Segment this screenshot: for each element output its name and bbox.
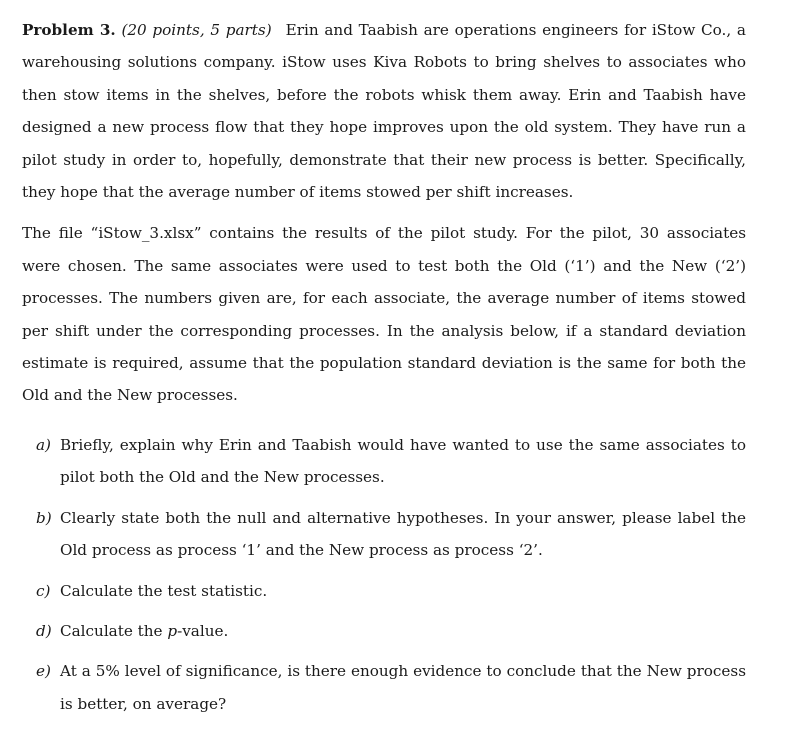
question-part-b <box>22 502 746 567</box>
problem-heading: Problem 3. <box>22 21 116 39</box>
part-text <box>60 622 228 640</box>
p-variable: p <box>167 621 178 640</box>
part-label: b) <box>36 508 52 527</box>
part-label: c) <box>36 581 51 600</box>
problem-points: (20 points, 5 parts) <box>121 21 272 39</box>
part-label: a) <box>36 435 51 454</box>
pilot-description-paragraph <box>22 217 746 411</box>
question-part-c <box>22 575 746 607</box>
question-part-e <box>22 655 746 720</box>
question-parts-list <box>22 429 746 720</box>
part-text: Clearly state both the null and alternative hypotheses. In your answer, please label the Old process as process ‘1’ and the New process as process ‘2’. <box>60 508 746 560</box>
part-label: d) <box>36 621 52 640</box>
problem-intro-text: Erin and Taabish are operations engineers for iStow Co., a warehousing solutions company. iStow uses Kiva Robots to bring shelves to associates who then stow items in the shelves, before the robots whisk them away. Erin and Taabish have designed a new process flow that they hope improves upon the old system. They have run a pilot study in order to, hopefully, demonstrate that their new process is better. Specifically, they hope that the average number of items stowed per shift increases. <box>22 21 746 202</box>
part-text: Calculate the test statistic. <box>60 581 268 600</box>
question-part-d <box>22 615 746 647</box>
question-part-a <box>22 429 746 494</box>
part-text: Briefly, explain why Erin and Taabish would have wanted to use the same associates to pilot both the Old and the New processes. <box>60 435 746 487</box>
part-text: At a 5% level of significance, is there enough evidence to conclude that the New process is better, on average? <box>60 662 746 713</box>
part-label: e) <box>36 662 51 681</box>
part-text-after: -value. <box>177 621 229 640</box>
pilot-description-text: The file “iStow_3.xlsx” contains the results of the pilot study. For the pilot, 30 associates were chosen. The same associates were used to test both the Old (‘1’) and the New (‘2’) processes. The numbers given are, for each associate, the average number of items stowed per shift under the corresponding processes. In the analysis below, if a standard deviation estimate is required, assume that the population standard deviation is the same for both the Old and the New processes. <box>22 224 746 405</box>
problem-intro-paragraph <box>22 14 746 208</box>
part-text-before: Calculate the <box>60 621 168 640</box>
